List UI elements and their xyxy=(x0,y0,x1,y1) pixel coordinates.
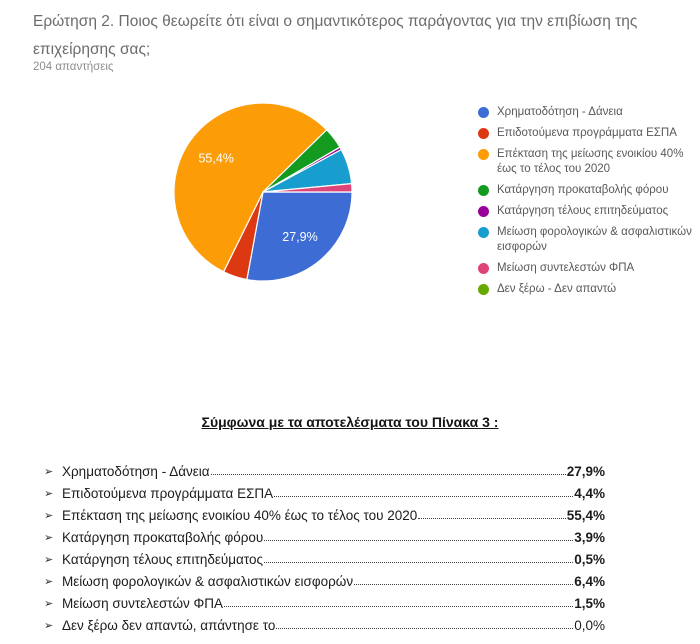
legend-swatch-icon xyxy=(478,185,489,196)
legend-swatch-icon xyxy=(478,107,489,118)
legend-label: Κατάργηση τέλους επιτηδεύματος xyxy=(497,205,669,217)
legend-swatch-icon xyxy=(478,284,489,295)
summary-row-value: 1,5% xyxy=(574,596,605,611)
responses-count: 204 απαντήσεις xyxy=(33,61,114,73)
summary-row-value: 0,5% xyxy=(574,552,605,567)
dotted-leader xyxy=(274,496,573,497)
legend-swatch-icon xyxy=(478,263,489,274)
dotted-leader xyxy=(211,474,566,475)
summary-heading: Σύμφωνα με τα αποτελέσματα του Πίνακα 3 : xyxy=(201,414,499,430)
dotted-leader xyxy=(354,584,573,585)
legend-label: Χρηματοδότηση - Δάνεια xyxy=(497,106,623,118)
legend-label: Δεν ξέρω - Δεν απαντώ xyxy=(497,283,617,295)
summary-row-value: 0,0% xyxy=(574,618,605,633)
legend-swatch-icon xyxy=(478,227,489,238)
legend-label: Μείωση φορολογικών & ασφαλιστικών εισφορών xyxy=(497,226,692,253)
dotted-leader xyxy=(224,606,573,607)
legend-item-3 xyxy=(478,183,696,198)
legend-item-1 xyxy=(478,126,696,141)
summary-row-value: 3,9% xyxy=(574,530,605,545)
legend-swatch-icon xyxy=(478,128,489,139)
bullet-arrow-icon: ➢ xyxy=(44,510,54,522)
summary-row-value: 4,4% xyxy=(574,486,605,501)
summary-row-value: 27,9% xyxy=(566,464,605,479)
legend-item-2 xyxy=(478,147,696,177)
summary-row-3 xyxy=(44,523,605,545)
summary-row-6 xyxy=(44,589,605,611)
pie-chart-area xyxy=(171,100,355,284)
bullet-arrow-icon: ➢ xyxy=(44,532,54,544)
summary-row-value: 6,4% xyxy=(574,574,605,589)
legend-item-7 xyxy=(478,282,696,297)
bullet-arrow-icon: ➢ xyxy=(44,554,54,566)
legend-label: Μείωση συντελεστών ΦΠΑ xyxy=(497,262,635,274)
summary-row-1 xyxy=(44,479,605,501)
summary-row-label: Κατάργηση τέλους επιτηδεύματος xyxy=(62,552,263,567)
bullet-arrow-icon: ➢ xyxy=(44,620,54,632)
summary-row-5 xyxy=(44,567,605,589)
summary-list xyxy=(44,457,605,633)
bullet-arrow-icon: ➢ xyxy=(44,598,54,610)
dotted-leader xyxy=(418,518,565,519)
bullet-arrow-icon: ➢ xyxy=(44,488,54,500)
bullet-arrow-icon: ➢ xyxy=(44,576,54,588)
summary-row-7 xyxy=(44,611,605,633)
dotted-leader xyxy=(264,540,573,541)
legend-swatch-icon xyxy=(478,206,489,217)
chart-legend xyxy=(478,105,696,303)
legend-label: Επιδοτούμενα προγράμματα ΕΣΠΑ xyxy=(497,127,677,139)
legend-swatch-icon xyxy=(478,149,489,160)
summary-row-value: 55,4% xyxy=(566,508,605,523)
pie-slice-label: 27,9% xyxy=(282,230,318,244)
legend-item-0 xyxy=(478,105,696,120)
summary-row-label: Κατάργηση προκαταβολής φόρου xyxy=(62,530,264,545)
bullet-arrow-icon: ➢ xyxy=(44,466,54,478)
summary-row-4 xyxy=(44,545,605,567)
summary-row-label: Επέκταση της μείωσης ενοικίου 40% έως το τέλος του 2020 xyxy=(62,508,418,523)
summary-row-0 xyxy=(44,457,605,479)
pie-slice-label: 55,4% xyxy=(198,151,234,166)
question-title: Ερώτηση 2. Ποιος θεωρείτε ότι είναι ο σημαντικότερος παράγοντας για την επιβίωση της επιχείρησης σας; xyxy=(33,13,638,58)
summary-row-label: Επιδοτούμενα προγράμματα ΕΣΠΑ xyxy=(62,486,274,501)
legend-label: Κατάργηση προκαταβολής φόρου xyxy=(497,184,669,196)
legend-label: Επέκταση της μείωσης ενοικίου 40% έως το τέλος του 2020 xyxy=(497,148,684,175)
legend-item-5 xyxy=(478,225,696,255)
summary-row-label: Δεν ξέρω δεν απαντώ, απάντησε το xyxy=(62,618,276,633)
summary-row-label: Μείωση συντελεστών ΦΠΑ xyxy=(62,596,224,611)
summary-row-label: Χρηματοδότηση - Δάνεια xyxy=(62,464,210,479)
pie-chart xyxy=(171,100,355,284)
legend-item-4 xyxy=(478,204,696,219)
legend-item-6 xyxy=(478,261,696,276)
summary-row-2 xyxy=(44,501,605,523)
dotted-leader xyxy=(264,562,573,563)
dotted-leader xyxy=(276,628,573,629)
summary-row-label: Μείωση φορολογικών & ασφαλιστικών εισφορών xyxy=(62,574,354,589)
